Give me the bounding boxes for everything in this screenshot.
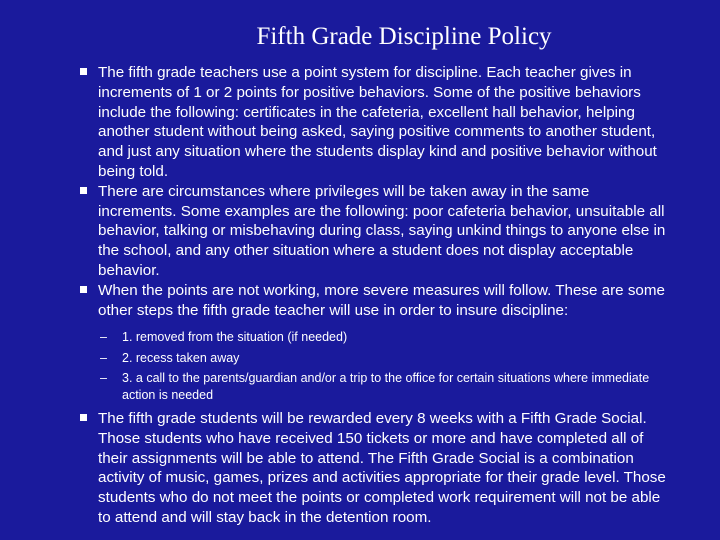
- slide-title: Fifth Grade Discipline Policy: [256, 23, 552, 50]
- bullet-item-social-reward: [80, 409, 668, 528]
- slide-content: [80, 63, 668, 528]
- sub-item-text: 2. recess taken away: [122, 350, 240, 365]
- sub-item-step-3: [80, 370, 668, 403]
- bullet-text: The fifth grade teachers use a point system for discipline. Each teacher gives in increments of 1 or 2 points for positive behaviors. Some of the positive behaviors include the following: certificates in the cafeteria, excellent hall behavior, helping another student without being asked, saying positive comments to another student, and just any situation where the students display kind and positive behavior without being told.: [98, 64, 657, 180]
- square-bullet-icon: [80, 68, 87, 75]
- sub-list-steps: [80, 329, 668, 403]
- bullet-item-positive-points: [80, 63, 668, 182]
- square-bullet-icon: [80, 187, 87, 194]
- bullet-text: When the points are not working, more severe measures will follow. These are some other steps the fifth grade teacher will use in order to insure discipline:: [98, 281, 665, 319]
- bullet-item-privileges: [80, 182, 668, 281]
- bullet-item-severe-measures: [80, 281, 668, 321]
- bullet-text: The fifth grade students will be rewarded every 8 weeks with a Fifth Grade Social. Those students who have received 150 tickets or more and have completed all of their assignments will be able to attend. The Fifth Grade Social is a combination activity of music, games, prizes and activities appropriate for their grade level. Those students who do not meet the points or completed work requirement will not be able to attend and will stay back in the detention room.: [98, 409, 666, 526]
- square-bullet-icon: [80, 286, 87, 293]
- dash-marker: –: [100, 350, 107, 365]
- dash-marker: –: [100, 330, 107, 345]
- sub-item-text: 3. a call to the parents/guardian and/or a trip to the office for certain situations where immediate action is needed: [122, 371, 650, 402]
- sub-item-step-2: [80, 350, 668, 366]
- dash-marker: –: [100, 371, 107, 386]
- sub-item-text: 1. removed from the situation (if needed): [122, 330, 348, 345]
- square-bullet-icon: [80, 414, 87, 421]
- sub-item-step-1: [80, 329, 668, 345]
- bullet-text: There are circumstances where privileges will be taken away in the same increments. Some examples are the following: poor cafeteria behavior, unsuitable all behavior, talking or misbehaving during class, saying unkind things to anyone else in the school, and any other situation where a student does not display acceptable behavior.: [98, 182, 666, 279]
